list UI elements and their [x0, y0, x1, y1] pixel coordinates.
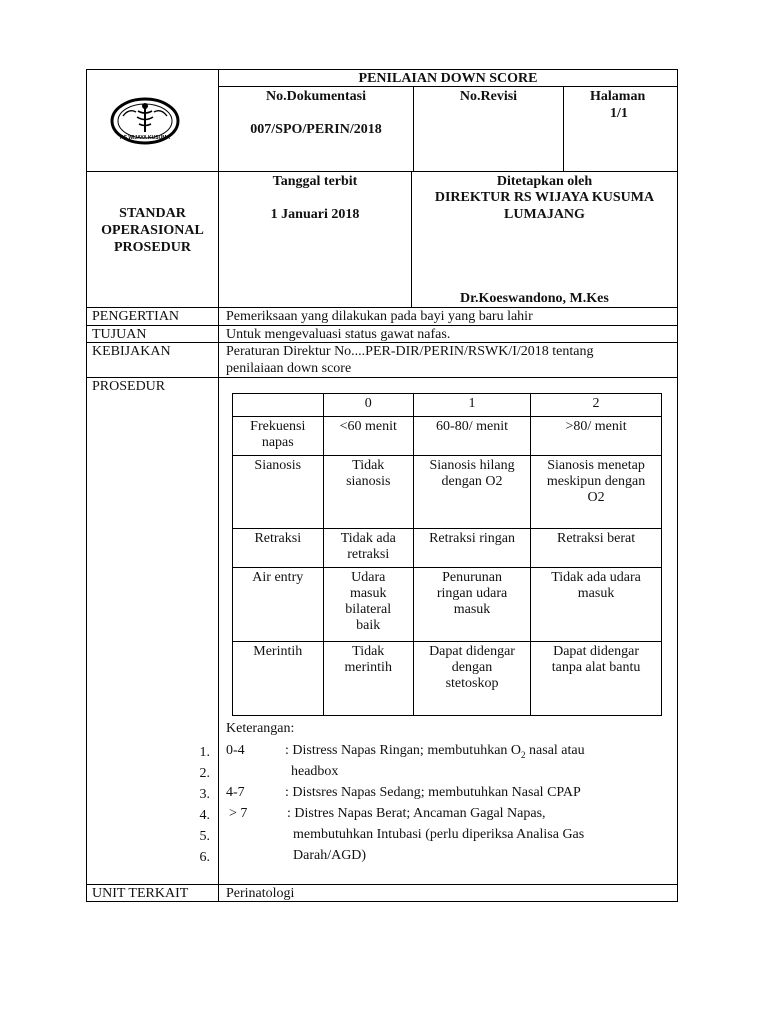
keterangan-cont-1: headbox [291, 764, 339, 779]
score-cell: Retraksi ringan [413, 529, 530, 568]
sop-label-line-2: OPERASIONAL [101, 223, 204, 238]
down-score-table [232, 393, 662, 716]
score-cell: Retraksi berat [531, 529, 662, 568]
table-row [233, 529, 662, 568]
header-row-bottom [86, 171, 678, 172]
table-row [233, 456, 662, 529]
approved-org-line-1: DIREKTUR RS WIJAYA KUSUMA [434, 190, 655, 205]
approved-label: Ditetapkan oleh [496, 174, 593, 189]
kebijakan-label: KEBIJAKAN [92, 344, 171, 359]
score-cell: Sianosis hilang dengan O2 [413, 456, 530, 529]
page-divider [563, 86, 564, 172]
keterangan-label: Keterangan: [226, 721, 295, 736]
criteria-cell: Air entry [233, 568, 324, 642]
keterangan-numbering [190, 742, 210, 868]
svg-text:RS WIJAYA KUSUMA: RS WIJAYA KUSUMA [119, 135, 171, 141]
issue-date-value: 1 Januari 2018 [270, 207, 360, 222]
list-number: 5. [199, 829, 210, 844]
criteria-cell: Frekuensi napas [233, 417, 324, 456]
doc-number-label: No.Dokumentasi [266, 89, 366, 104]
approved-org [412, 189, 677, 223]
page-label: Halaman [590, 89, 646, 104]
criteria-cell: Retraksi [233, 529, 324, 568]
score-cell: Tidak ada udara masuk [531, 568, 662, 642]
keterangan-cont-3a: membutuhkan Intubasi (perlu diperiksa Analisa Gas [293, 827, 585, 842]
keterangan-range-2: 4-7 [226, 785, 245, 800]
criteria-cell: Merintih [233, 642, 324, 716]
list-number: 1. [199, 745, 210, 760]
score-cell: Dapat didengar dengan stetoskop [413, 642, 530, 716]
tujuan-value: Untuk mengevaluasi status gawat nafas. [226, 327, 451, 342]
kebijakan-line-1: Peraturan Direktur No....PER-DIR/PERIN/RSWK/I/2018 tentang [226, 344, 594, 359]
score-header-blank [233, 394, 324, 417]
hospital-logo [110, 96, 180, 146]
sop-label [87, 205, 218, 256]
prosedur-label: PROSEDUR [92, 379, 166, 394]
score-cell: Penurunan ringan udara masuk [413, 568, 530, 642]
criteria-cell: Sianosis [233, 456, 324, 529]
list-number: 2. [199, 766, 210, 781]
keterangan-range-1: 0-4 [226, 743, 245, 758]
col-divider [218, 69, 219, 902]
pengertian-label: PENGERTIAN [92, 309, 180, 324]
list-number: 3. [199, 787, 210, 802]
table-row [233, 642, 662, 716]
keterangan-desc-3: : Distres Napas Berat; Ancaman Gagal Napas, [287, 806, 546, 821]
score-cell: <60 menit [323, 417, 413, 456]
keterangan-cont-3b: Darah/AGD) [293, 848, 367, 863]
keterangan-desc-1: : Distress Napas Ringan; membutuhkan $O_2$ nasal atau [285, 743, 585, 760]
score-header-row [233, 394, 662, 417]
score-cell: Tidak merintih [323, 642, 413, 716]
keterangan-range-3: > 7 [229, 806, 248, 821]
document-title: PENILAIAN DOWN SCORE [358, 71, 538, 86]
keterangan-desc-2: : Distsres Napas Sedang; membutuhkan Nasal CPAP [285, 785, 581, 800]
score-cell: Dapat didengar tanpa alat bantu [531, 642, 662, 716]
kebijakan-value [226, 343, 593, 377]
score-cell: Udara masuk bilateral baik [323, 568, 413, 642]
score-cell: Sianosis menetap meskipun dengan O2 [531, 456, 662, 529]
list-number: 6. [199, 850, 210, 865]
score-header-2: 2 [531, 394, 662, 417]
pengertian-value: Pemeriksaan yang dilakukan pada bayi yang baru lahir [226, 309, 533, 324]
issue-date-label: Tanggal terbit [272, 174, 358, 189]
score-cell: Tidak ada retraksi [323, 529, 413, 568]
unit-terkait-label: UNIT TERKAIT [92, 886, 189, 901]
list-number: 4. [199, 808, 210, 823]
score-cell: >80/ menit [531, 417, 662, 456]
approver-name: Dr.Koeswandono, M.Kes [460, 291, 609, 306]
unit-terkait-value: Perinatologi [226, 886, 295, 901]
score-cell: 60-80/ menit [413, 417, 530, 456]
score-header-0: 0 [323, 394, 413, 417]
kebijakan-line-2: penilaiaan down score [226, 361, 352, 376]
form-border-left [86, 69, 87, 902]
form-border-right [677, 69, 678, 902]
score-cell: Tidak sianosis [323, 456, 413, 529]
approved-org-line-2: LUMAJANG [504, 207, 585, 222]
page-value: 1/1 [610, 106, 628, 121]
sop-label-line-3: PROSEDUR [113, 240, 191, 255]
sop-label-line-1: STANDAR [119, 206, 186, 221]
revision-label: No.Revisi [459, 89, 518, 104]
tujuan-label: TUJUAN [92, 327, 147, 342]
table-row [233, 568, 662, 642]
kebijakan-row-bottom [86, 377, 678, 378]
score-header-1: 1 [413, 394, 530, 417]
table-row [233, 417, 662, 456]
doc-number-value: 007/SPO/PERIN/2018 [250, 122, 382, 137]
